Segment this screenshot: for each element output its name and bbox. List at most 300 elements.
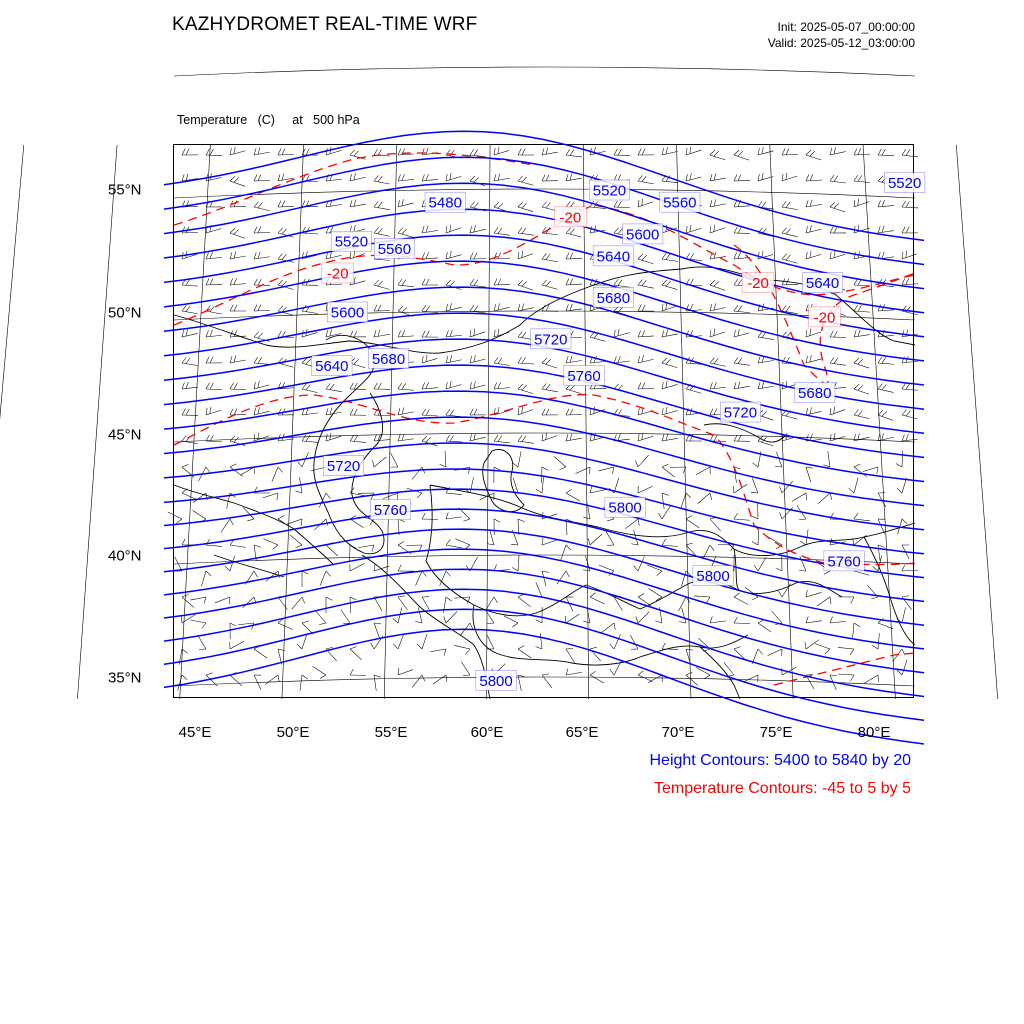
wind-barb [182,539,198,545]
wind-barb [206,383,222,390]
wind-barb [638,486,653,493]
wind-barb [374,228,390,237]
height-contour-label-text: 5800 [608,499,642,517]
wind-barb [433,675,447,684]
lat-label-35n: 35°N [108,669,142,687]
wind-barb [470,329,485,337]
height-contour-line [164,469,924,554]
wind-barb [710,174,726,181]
wind-barb [710,329,725,337]
wind-barb [776,555,782,571]
wind-barb [470,433,486,441]
wind-barb [494,329,509,337]
variable-temperature: Temperature (C) at 500 hPa [177,113,360,127]
wind-barb [806,225,822,233]
wind-barb [398,668,413,675]
wind-barb [542,253,558,261]
wind-barb [634,556,645,571]
wind-barb [374,330,390,337]
height-contour-label-text: 5680 [596,289,631,307]
height-contour-line [164,609,924,720]
wind-barb [518,407,533,415]
wind-barb [542,148,558,155]
lon-label-55e: 55°E [374,724,408,741]
wind-barb [422,279,438,285]
wind-barb [806,590,821,597]
wind-barb [316,611,326,625]
temperature-contour-label-text: -20 [813,309,836,327]
wind-barb [350,331,366,337]
wind-barb [734,357,750,365]
wind-barb [648,675,662,683]
wind-barb [734,513,750,520]
wind-barb [440,451,446,467]
wind-barb [518,303,534,311]
wind-barb [561,545,571,560]
wind-barb [398,565,414,571]
wind-barb [554,456,566,469]
wind-barb [878,545,885,561]
wind-barb [662,493,669,509]
height-contour-label-text: 5760 [567,367,601,385]
wind-barb [638,433,653,441]
wind-barb [417,634,427,649]
wind-barb [638,149,654,155]
wind-barb [230,252,246,259]
wind-barb [630,635,638,649]
wind-barb [182,329,198,337]
lon-label-80e: 80°E [857,724,891,741]
wind-barb [374,623,381,638]
wind-barb [575,467,590,474]
wind-barb [878,149,894,156]
meridian-line [770,145,793,699]
wind-barb [302,571,308,587]
wind-barb [614,356,630,363]
temperature-contour-label [742,273,774,293]
wind-barb [806,251,821,259]
wind-barb [590,647,601,661]
wind-barb [470,149,486,157]
wind-barb [566,278,582,285]
wind-barb [198,635,206,649]
height-contour-label [327,302,367,322]
wind-barb [710,280,725,290]
wind-barb [302,384,318,393]
temperature-contour-label-text: -20 [559,209,582,227]
wind-barb [470,225,486,233]
height-contour-label-text: 5720 [723,404,758,422]
meridian-line [956,145,997,699]
wind-barb [542,280,557,289]
wind-barb [782,254,797,263]
lon-label-70e: 70°E [661,724,695,741]
wind-barb [254,252,270,259]
wind-barb [638,305,654,311]
wind-barb [470,305,486,313]
wind-barb [818,493,832,504]
wind-barb [470,409,486,415]
height-contour-label-text: 5680 [798,385,832,403]
wind-barb [854,513,870,521]
height-contour-label-text: 5600 [330,304,365,322]
wind-barb [300,675,308,691]
wind-barb [230,228,245,238]
wind-barb [350,669,366,676]
wind-barb [838,597,854,603]
wind-barb [182,305,198,313]
wind-barb [465,477,474,493]
height-contour-label [425,192,465,212]
wind-barb [566,228,581,237]
wind-barb [542,433,557,441]
wind-barb [206,357,222,363]
wind-barb [374,383,390,389]
wind-barb [461,662,470,676]
wind-barb [470,279,486,287]
wind-barb [518,176,533,185]
wind-barb [662,434,678,441]
wind-barb [398,228,413,238]
wind-barb [566,648,575,662]
wind-barb [350,597,356,613]
wind-barb [518,594,531,607]
wind-barb [830,202,845,212]
temperature-contour-label [554,207,586,227]
wind-barb [182,382,198,389]
wind-barb [168,512,182,523]
wind-barb [614,279,630,287]
height-contour-label-text: 5640 [596,248,631,266]
wind-barb [566,489,580,501]
wind-barb [440,571,451,586]
wind-barb [782,201,798,209]
wind-barb [854,384,869,394]
wind-barb [799,556,806,571]
wind-barb [358,545,374,552]
wind-barb [373,457,387,467]
wind-barb [398,596,408,610]
height-contour-label [795,383,835,403]
wind-barb [638,254,653,264]
wind-barb [638,175,654,183]
wind-barb [565,614,579,623]
wind-barb [230,383,246,390]
height-contour-legend: Height Contours: 5400 to 5840 by 20 [649,752,911,769]
wind-barb [398,279,414,287]
wind-barb [272,467,283,482]
wind-barb [806,616,822,623]
wind-barb [583,607,590,623]
wind-barb [710,225,725,233]
wind-barb [444,611,457,623]
wind-barb [806,355,821,363]
wind-barb [686,147,701,155]
height-contour-label-text: 5720 [534,331,568,349]
wind-barb [326,597,332,613]
temperature-contour-label [809,307,841,327]
wind-barb [638,355,654,363]
wind-barb [230,147,245,155]
wind-barb [254,202,270,211]
wind-barb [872,633,879,649]
wind-barb [878,519,885,534]
height-contour-label [323,456,363,476]
wind-barb [446,330,462,337]
wind-barb [614,149,630,156]
wind-barb [494,227,510,235]
wind-barb [320,571,331,586]
wind-barb [254,174,270,181]
wind-barb [350,173,366,181]
height-contour-label-text: 5640 [315,358,349,376]
wind-barb [863,467,878,474]
wind-barb [494,435,510,443]
wind-barb [686,672,698,685]
wind-barb [182,149,198,155]
wind-barb [830,357,846,365]
wind-barb [374,305,390,311]
wind-barb [518,149,534,155]
height-contour-label [312,356,352,376]
wind-barb [625,519,639,529]
wind-barb [542,674,552,688]
wind-barb [454,467,470,474]
height-contour-label-text: 5720 [326,458,361,476]
wind-barb [830,433,845,441]
wind-barb [278,148,294,155]
height-contour-label-text: 5640 [805,275,840,293]
wind-barb [566,434,582,441]
wind-barb [782,228,798,237]
wind-barb [422,174,438,181]
wind-barb [566,409,582,415]
wind-barb [806,174,822,181]
wind-barb [662,539,678,546]
wind-barb [902,251,917,259]
wind-barb [350,647,362,660]
height-contour-label [622,224,662,244]
wind-barb [670,467,686,473]
wind-barb [350,564,364,571]
wind-barb [566,149,582,157]
wind-barb [494,382,510,389]
temperature-contour-legend: Temperature Contours: -45 to 5 by 5 [653,780,911,797]
wind-barb [830,331,846,338]
wind-barb [215,597,230,604]
lat-label-40n: 40°N [108,547,142,565]
wind-barb [398,407,414,415]
height-contour-line [164,549,924,649]
wind-barb [902,227,918,233]
wind-barb [734,329,749,337]
wind-barb [278,201,294,207]
wind-barb [710,303,726,311]
wind-barb [446,355,462,363]
height-contour-label [564,365,604,385]
wind-barb [710,382,726,389]
wind-barb [518,227,534,235]
wind-barb [230,623,236,639]
wind-barb [566,356,582,363]
height-contour-label [593,246,633,266]
wind-barb [638,330,654,337]
wind-barb [854,148,870,155]
wind-barb [902,201,918,208]
wind-barb [878,410,893,420]
wind-barb [494,279,510,285]
wind-barb [263,493,278,500]
wind-barb [398,148,414,155]
meridian-line [0,145,24,699]
wind-barb [542,358,557,368]
height-contour-label-text: 5760 [827,553,861,571]
wind-barb [487,530,494,545]
temperature-contours [174,153,915,685]
wind-barb [326,408,342,415]
valid-time: Valid: 2025-05-12_03:00:00 [767,36,915,50]
wind-barb [254,304,270,311]
wind-barb [768,649,782,656]
lon-label-50e: 50°E [276,724,310,741]
wind-barb [398,306,413,316]
wind-barb [752,503,758,519]
wind-barb [265,675,279,685]
temperature-contour-label-text: -20 [326,265,349,283]
wind-barb [398,330,414,337]
height-contour-label [368,348,408,368]
wind-barb [206,330,222,337]
init-valid-times [768,19,915,51]
wind-barb [190,620,206,629]
wind-barb [494,174,510,181]
temp-contour-3 [174,395,915,565]
height-contour-label-text: 5760 [373,502,408,520]
wind-barb [638,671,653,682]
height-contour-label [884,173,924,193]
lon-label-45e: 45°E [178,724,212,741]
height-contour-label-text: 5800 [479,672,513,690]
wind-barb [662,381,677,389]
wind-barb [710,150,725,160]
map-panel [173,144,922,698]
wind-barb [583,556,590,571]
wind-barb [817,597,831,606]
wind-barb [494,519,500,535]
wind-barb [854,305,870,312]
wind-barb [638,199,653,207]
wind-barb [263,539,278,550]
wind-barb [390,453,398,467]
wind-barb [636,612,649,623]
lat-label-55n: 55°N [108,181,142,199]
wind-barb [542,305,558,311]
wind-barb [494,147,509,155]
wind-barb [792,493,806,501]
height-contour-label [374,239,414,259]
wind-barb [290,535,302,548]
wind-barb [254,646,267,658]
chart-title: KAZHYDROMET REAL-TIME WRF [172,14,478,35]
wind-barb [518,384,533,394]
wind-barb [681,571,691,586]
wind-barb [878,384,894,393]
wind-barb [446,173,461,181]
wind-barb [853,623,860,639]
wind-barb [494,357,510,365]
wind-barb [854,330,870,337]
wind-barb [422,513,438,520]
wind-barb [566,253,582,259]
wind-barb [487,635,494,649]
wind-barb [415,607,422,623]
wind-barb [190,597,206,604]
lat-label-45n: 45°N [108,426,142,444]
wind-barb [446,435,462,442]
wind-barb [902,149,918,157]
lon-label-75e: 75°E [759,724,793,741]
wind-barb [718,544,734,551]
wind-barb [902,278,918,285]
wind-barb [374,175,390,184]
wind-barb [230,278,246,285]
wind-barb [902,434,918,441]
wind-barb [806,467,813,482]
height-contour-line [164,209,924,313]
wind-barb [518,202,533,212]
wind-barb [686,516,699,528]
height-contour-label [370,500,410,520]
wind-barb [446,225,461,233]
wind-barb [696,467,710,475]
wind-barb [614,201,630,208]
wind-barb [494,467,500,483]
wind-barb [350,251,365,259]
wind-barb [648,588,662,600]
wind-barb [230,305,246,311]
wind-barb [230,176,245,186]
wind-barb [535,582,542,597]
wind-barb [686,225,701,233]
height-contour-label [476,670,516,690]
wind-barb [302,435,318,442]
wind-barb [662,358,677,368]
parallel-line [174,67,915,76]
wind-barb [206,149,222,156]
wind-barb [658,506,670,519]
wind-barb [206,435,222,442]
wind-barb [696,667,710,679]
wind-barb [254,357,270,364]
wind-barb [635,455,648,467]
wind-barb [182,357,198,365]
wind-barb [422,382,438,389]
wind-barb [662,464,675,477]
height-contour-line [164,589,924,696]
wind-barb [518,357,534,364]
height-contour-label [593,287,633,307]
afghan-border [473,605,748,665]
wind-barb [230,641,244,649]
wind-barb [830,175,846,183]
wind-barb [782,148,798,155]
wind-barb [830,407,845,415]
wind-barb [374,201,390,209]
wind-barb [806,200,822,207]
height-contour-label-text: 5520 [887,175,922,193]
wind-barb [830,147,846,155]
wind-barb [512,555,519,571]
